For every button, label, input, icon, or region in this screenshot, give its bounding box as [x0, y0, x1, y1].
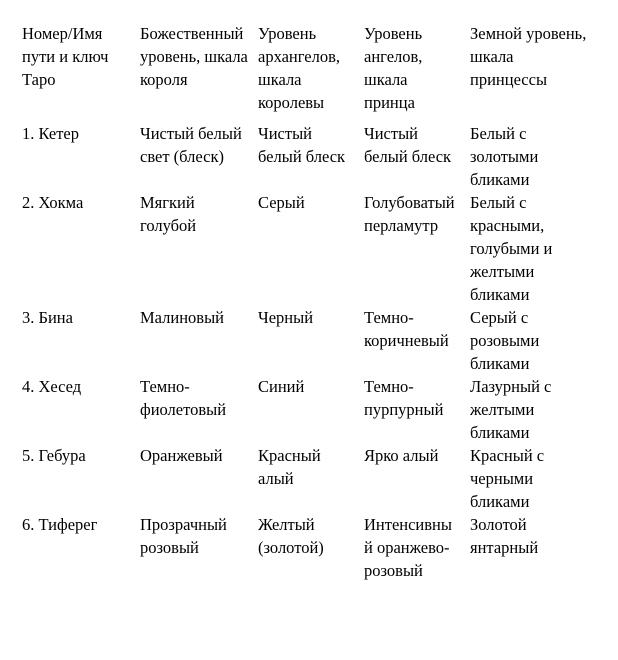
cell-king-scale: Прозрачный розовый — [140, 515, 227, 557]
table-row — [18, 513, 596, 605]
column-header-divine-king-scale: Божественный уровень, шкала короля — [140, 24, 248, 89]
cell-king-scale: Темно-фиолетовый — [140, 377, 227, 419]
cell-princess-scale: Красный с черными бликами — [470, 446, 545, 511]
column-header-path-name: Номер/Имя пути и ключ Таро — [22, 24, 109, 89]
cell-princess-scale: Лазурный с желтыми бликами — [470, 377, 552, 442]
table-header-row — [18, 22, 596, 122]
cell-path-name: 2. Хокма — [22, 193, 84, 212]
table-row — [18, 191, 596, 306]
cell-prince-scale: Темно-коричневый — [364, 308, 449, 350]
table-row — [18, 444, 596, 513]
table-row — [18, 122, 596, 191]
column-header-angel-prince-scale: Уровень ангелов, шкала принца — [364, 24, 423, 112]
column-header-archangel-queen-scale: Уровень архангелов, шкала королевы — [258, 24, 341, 112]
cell-path-name: 5. Гебура — [22, 446, 86, 465]
cell-prince-scale: Интенсивный оранжево-розовый — [364, 515, 452, 580]
cell-princess-scale: Белый с красными, голубыми и желтыми бликами — [470, 193, 553, 304]
cell-path-name: 3. Бина — [22, 308, 73, 327]
cell-queen-scale: Красный алый — [258, 446, 321, 488]
cell-prince-scale: Темно-пурпурный — [364, 377, 444, 419]
cell-king-scale: Малиновый — [140, 308, 224, 327]
table-row — [18, 306, 596, 375]
cell-queen-scale: Синий — [258, 377, 305, 396]
cell-queen-scale: Желтый (золотой) — [258, 515, 324, 557]
cell-path-name: 4. Хесед — [22, 377, 82, 396]
cell-king-scale: Оранжевый — [140, 446, 223, 465]
cell-prince-scale: Чистый белый блеск — [364, 124, 452, 166]
cell-king-scale: Чистый белый свет (блеск) — [140, 124, 242, 166]
cell-prince-scale: Ярко алый — [364, 446, 439, 465]
four-color-scales-table — [18, 22, 596, 605]
cell-path-name: 6. Тиферег — [22, 515, 98, 534]
cell-prince-scale: Голубоватый перламутр — [364, 193, 455, 235]
table-row — [18, 375, 596, 444]
cell-queen-scale: Черный — [258, 308, 314, 327]
cell-path-name: 1. Кетер — [22, 124, 79, 143]
cell-princess-scale: Белый с золотыми бликами — [470, 124, 539, 189]
cell-queen-scale: Чистый белый блеск — [258, 124, 346, 166]
cell-princess-scale: Золотой янтарный — [470, 515, 539, 557]
cell-queen-scale: Серый — [258, 193, 305, 212]
cell-king-scale: Мягкий голубой — [140, 193, 197, 235]
column-header-earthly-princess-scale: Земной уровень, шкала принцессы — [470, 24, 587, 89]
cell-princess-scale: Серый с розовыми бликами — [470, 308, 540, 373]
